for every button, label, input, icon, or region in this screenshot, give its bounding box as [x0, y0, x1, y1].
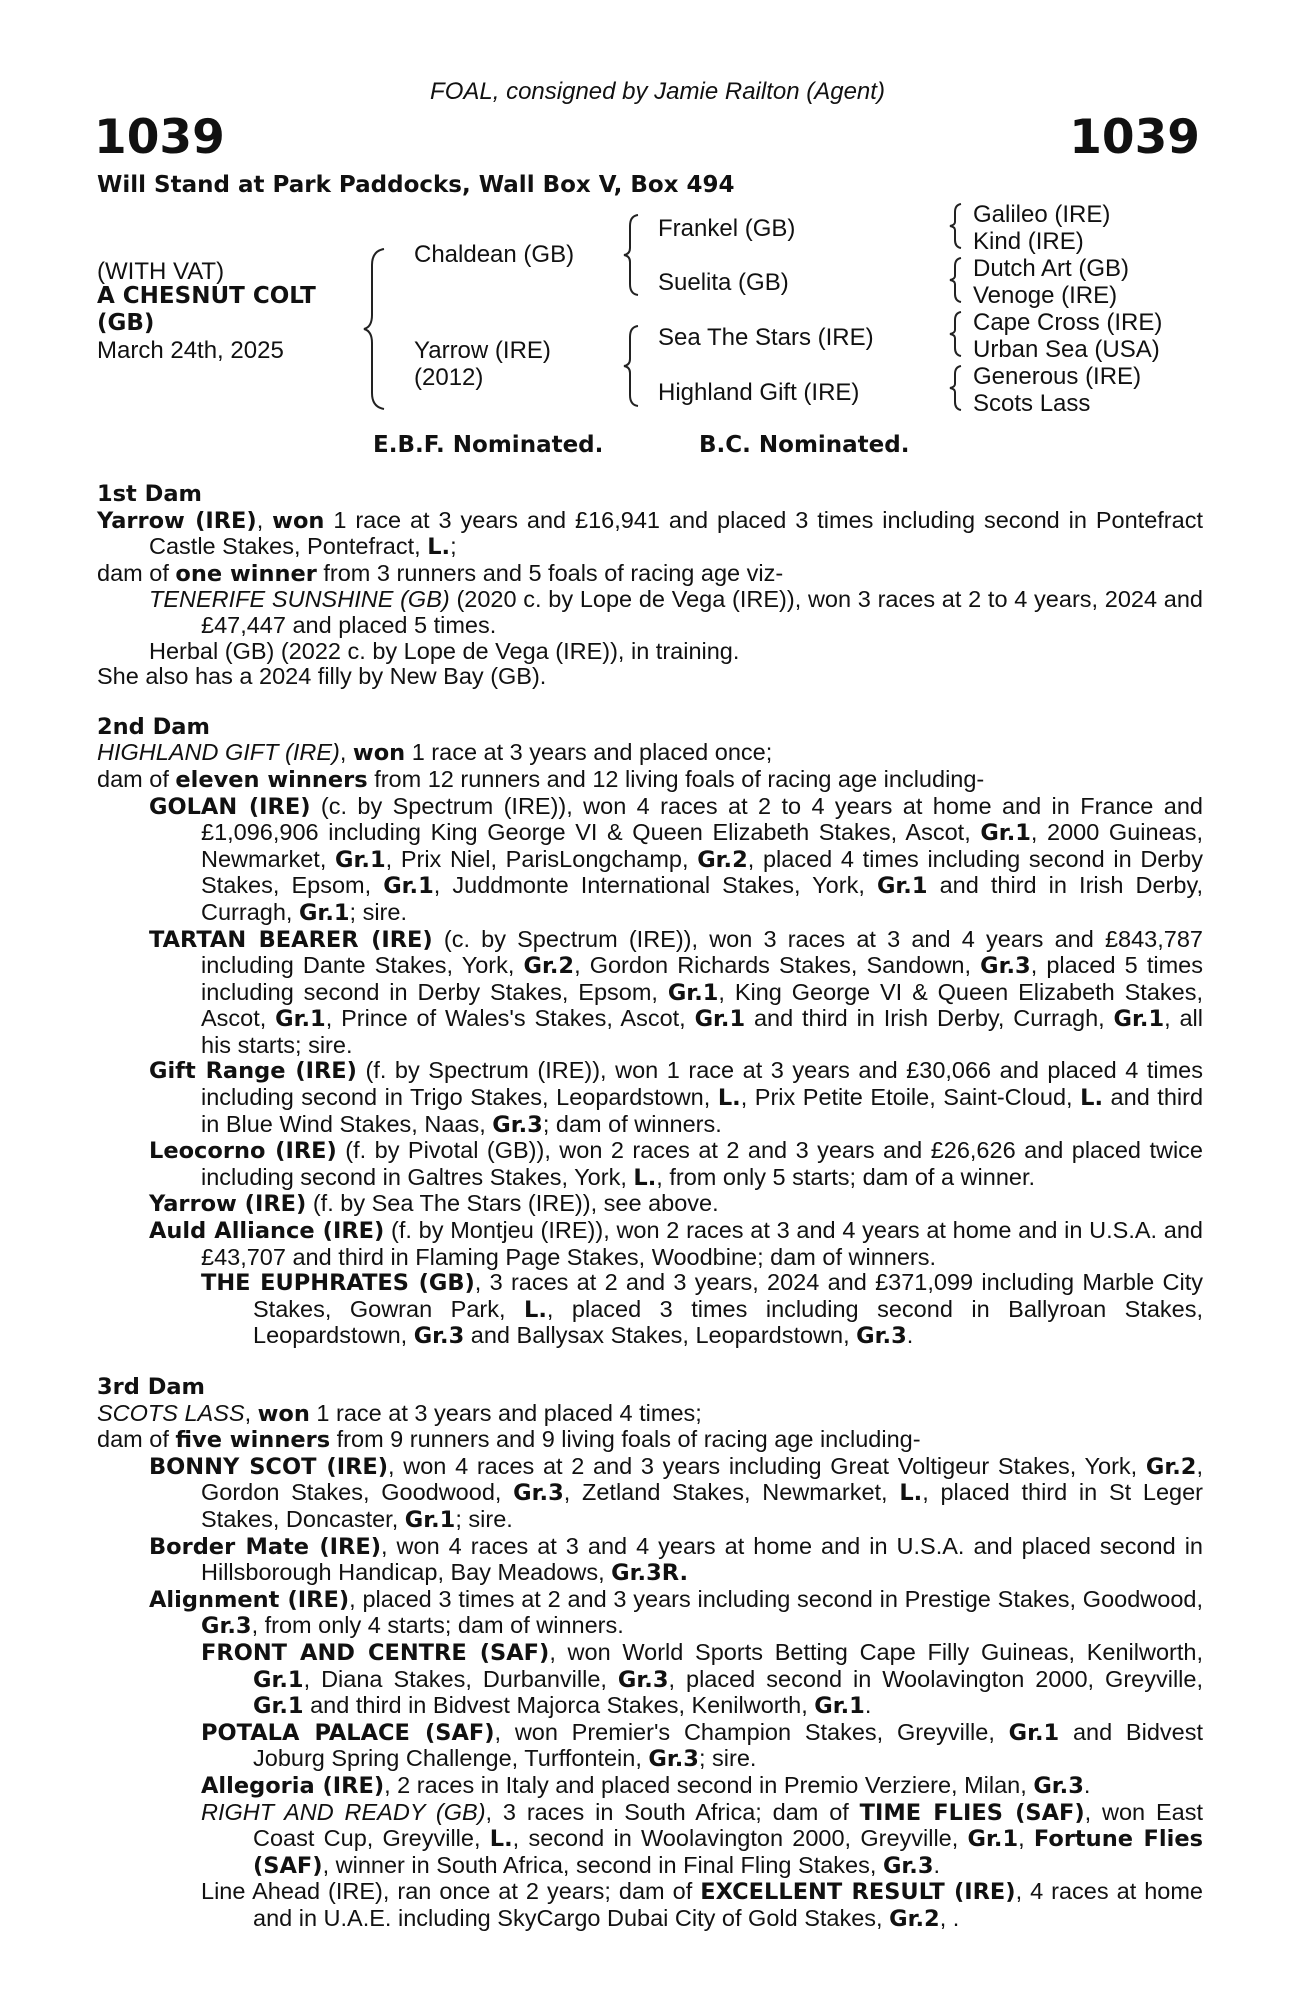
produce-item: Allegoria (IRE), 2 races in Italy and placed second in Premio Verziere, Milan, Gr.3. [201, 1771, 1091, 1799]
third-dam-record: SCOTS LASS, won 1 race at 3 years and placed 4 times; [97, 1399, 702, 1427]
foaling-date: March 24th, 2025 [97, 337, 284, 364]
sire-name: Chaldean (GB) [414, 241, 575, 268]
gen3-4: Venoge (IRE) [973, 282, 1118, 309]
first-dam-heading: 1st Dam [97, 481, 202, 507]
vat-note: (WITH VAT) [97, 258, 225, 285]
stand-location: Will Stand at Park Paddocks, Wall Box V, Box 494 [97, 172, 735, 198]
gen3-7: Generous (IRE) [973, 363, 1142, 390]
dam-brace [622, 323, 642, 409]
consignment-line: FOAL, consigned by Jamie Railton (Agent) [430, 78, 885, 105]
gen3-brace-3 [948, 310, 964, 358]
lot-number-right: 1039 [1069, 110, 1200, 165]
produce-item: Leocorno (IRE) (f. by Pivotal (GB)), won 2 races at 2 and 3 years and £26,626 and placed twice including second in Galtres Stakes, York, L., from only 5 starts; dam of a winner. [149, 1137, 1204, 1191]
ebf-nomination: E.B.F. Nominated. [373, 432, 604, 458]
gen3-3: Dutch Art (GB) [973, 255, 1130, 282]
produce-item: THE EUPHRATES (GB), 3 races at 2 and 3 years, 2024 and £371,099 including Marble City Stakes, Gowran Park, L., placed 3 times including second in Ballyroan Stakes, Leopardstown, Gr.3 and Ballysax Stakes, Leopardstown, Gr.3. [201, 1269, 1204, 1350]
third-dam-produce-summary: dam of five winners from 9 runners and 9 living foals of racing age including- [97, 1426, 921, 1454]
produce-item: TARTAN BEARER (IRE) (c. by Spectrum (IRE)), won 3 races at 3 and 4 years and £843,787 including Dante Stakes, York, Gr.2, Gordon Richards Stakes, Sandown, Gr.3, placed 5 times including second in Derby Stakes, Epsom, Gr.1, King George VI & Queen Elizabeth Stakes, Ascot, Gr.1, Prince of Wales's Stakes, Ascot, Gr.1 and third in Irish Derby, Curragh, Gr.1, all his starts; sire. [149, 925, 1203, 1058]
catalogue-body [97, 482, 1203, 1932]
second-dam-heading: 2nd Dam [97, 713, 210, 740]
produce-item: Gift Range (IRE) (f. by Spectrum (IRE)), won 1 race at 3 years and £30,066 and placed 4 times including second in Trigo Stakes, Leopardstown, L., Prix Petite Etoile, Saint-Cloud, L. and third in Blue Wind Stakes, Naas, Gr.3; dam of winners. [149, 1057, 1204, 1138]
gen3-5: Cape Cross (IRE) [973, 309, 1163, 336]
produce-item: Herbal (GB) (2022 c. by Lope de Vega (IRE)), in training. [149, 637, 740, 664]
produce-item: Alignment (IRE), placed 3 times at 2 and 3 years including second in Prestige Stakes, Goodwood, Gr.3, from only 4 starts; dam of winners. [149, 1585, 1203, 1640]
gen3-brace-2 [948, 256, 964, 304]
second-dam-produce-summary: dam of eleven winners from 12 runners and 12 living foals of racing age including- [97, 765, 985, 793]
produce-item: Auld Alliance (IRE) (f. by Montjeu (IRE)), won 2 races at 3 and 4 years at home and in U.S.A. and £43,707 and third in Flaming Page Stakes, Woodbine; dam of winners. [149, 1217, 1203, 1270]
produce-item: BONNY SCOT (IRE), won 4 races at 2 and 3 years including Great Voltigeur Stakes, York, Gr.2, Gordon Stakes, Goodwood, Gr.3, Zetland Stakes, Newmarket, L., placed third in St Leger Stakes, Doncaster, Gr.1; sire. [149, 1452, 1203, 1533]
produce-item: RIGHT AND READY (GB), 3 races in South Africa; dam of TIME FLIES (SAF), won East Coast Cup, Greyville, L., second in Woolavington 2000, Greyville, Gr.1, Fortune Flies (SAF), winner in South Africa, second in Final Fling Stakes, Gr.3. [201, 1798, 1203, 1879]
bc-nomination: B.C. Nominated. [699, 432, 910, 458]
first-dam-record: Yarrow (IRE), won 1 race at 3 years and £16,941 and placed 3 times including second in Pontefract Castle Stakes, Pontefract, L.; [97, 506, 1203, 561]
gen3-8: Scots Lass [973, 390, 1091, 417]
produce-item: Line Ahead (IRE), ran once at 2 years; dam of EXCELLENT RESULT (IRE), 4 races at home and in U.A.E. including SkyCargo Dubai City of Gold Stakes, Gr.2, . [201, 1878, 1203, 1932]
third-dam-heading: 3rd Dam [97, 1374, 205, 1400]
gen3-brace-1 [948, 202, 964, 250]
gen3-1: Galileo (IRE) [973, 201, 1111, 228]
first-dam-name: Yarrow (IRE) [97, 507, 257, 534]
sire-sire: Frankel (GB) [658, 215, 796, 242]
first-dam-produce-summary: dam of one winner from 3 runners and 5 foals of racing age viz- [97, 559, 784, 587]
second-dam-record: HIGHLAND GIFT (IRE), won 1 race at 3 years and placed once; [97, 739, 773, 767]
produce-item: POTALA PALACE (SAF), won Premier's Champion Stakes, Greyville, Gr.1 and Bidvest Joburg Spring Challenge, Turffontein, Gr.3; sire. [201, 1718, 1203, 1773]
sire-dam: Suelita (GB) [658, 269, 789, 296]
horse-name-line2: (GB) [97, 310, 155, 336]
produce-item: Yarrow (IRE) (f. by Sea The Stars (IRE)), see above. [149, 1190, 719, 1218]
lot-number-left: 1039 [94, 110, 225, 165]
gen3-6: Urban Sea (USA) [973, 336, 1160, 363]
dam-year: (2012) [414, 364, 484, 391]
produce-note: She also has a 2024 filly by New Bay (GB). [97, 663, 547, 690]
dam-dam: Highland Gift (IRE) [658, 379, 860, 406]
pedigree-brace [362, 245, 392, 410]
produce-item: GOLAN (IRE) (c. by Spectrum (IRE)), won 4 races at 2 to 4 years at home and in France and £1,096,906 including King George VI & Queen Elizabeth Stakes, Ascot, Gr.1, 2000 Guineas, Newmarket, Gr.1, Prix Niel, ParisLongchamp, Gr.2, placed 4 times including second in Derby Stakes, Epsom, Gr.1, Juddmonte International Stakes, York, Gr.1 and third in Irish Derby, Curragh, Gr.1; sire. [149, 792, 1203, 926]
horse-name-line1: A CHESNUT COLT [97, 283, 316, 309]
gen3-2: Kind (IRE) [973, 228, 1084, 255]
dam-sire: Sea The Stars (IRE) [658, 324, 874, 351]
gen3-brace-4 [948, 364, 964, 412]
produce-item: FRONT AND CENTRE (SAF), won World Sports Betting Cape Filly Guineas, Kenilworth, Gr.1, Diana Stakes, Durbanville, Gr.3, placed second in Woolavington 2000, Greyville, Gr.1 and third in Bidvest Majorca Stakes, Kenilworth, Gr.1. [201, 1638, 1203, 1720]
sire-brace [622, 212, 642, 298]
produce-item: Border Mate (IRE), won 4 races at 3 and 4 years at home and in U.S.A. and placed second in Hillsborough Handicap, Bay Meadows, Gr.3R. [149, 1532, 1203, 1587]
produce-item: TENERIFE SUNSHINE (GB) (2020 c. by Lope de Vega (IRE)), won 3 races at 2 to 4 years, 2024 and £47,447 and placed 5 times. [149, 586, 1204, 638]
dam-name: Yarrow (IRE) [414, 337, 551, 364]
